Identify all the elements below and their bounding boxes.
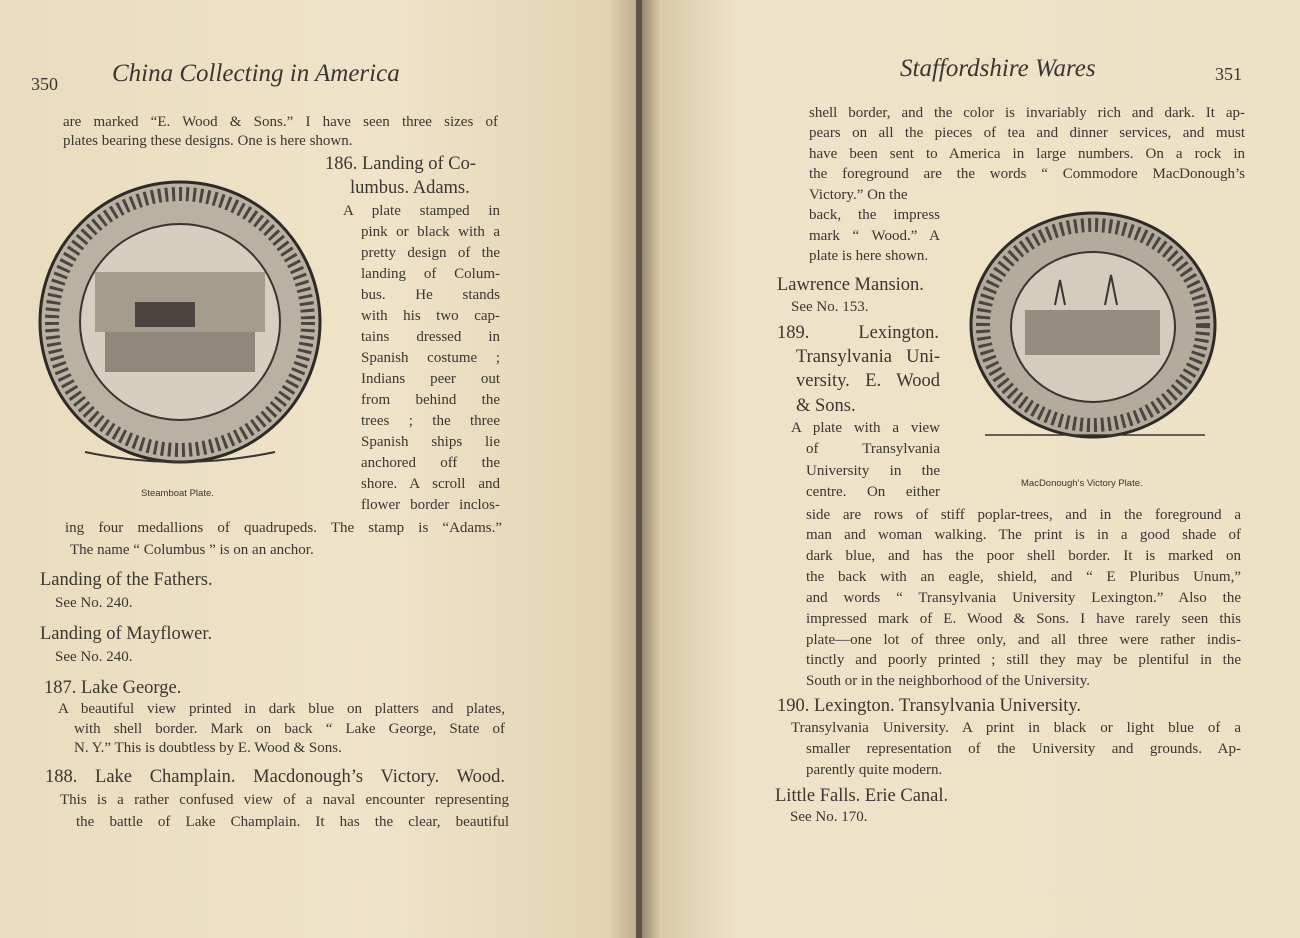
text-line-left-20: The name “ Columbus ” is on an anchor.	[70, 542, 314, 558]
text-line-left-30: This is a rather confused view of a naval encounter representing	[60, 792, 509, 808]
text-line-left-6: pretty design of the	[361, 245, 500, 261]
text-line-left-28: N. Y.” This is doubtless by E. Wood & Sons.	[74, 740, 342, 756]
text-line-right-30: parently quite modern.	[806, 762, 943, 778]
text-line-left-9: with his two cap-	[361, 308, 500, 324]
text-line-left-11: Spanish costume ;	[361, 350, 500, 366]
text-line-left-26: A beautiful view printed in dark blue on platters and plates,	[58, 701, 505, 717]
entry-heading-right-10: 189. Lexington.	[777, 323, 939, 343]
text-line-right-29: smaller representation of the University and grounds. Ap-	[806, 741, 1241, 757]
text-line-right-4: Victory.” On the	[809, 187, 908, 203]
text-line-left-22: See No. 240.	[55, 595, 133, 611]
running-head-right: Staffordshire Wares	[900, 55, 1096, 82]
text-line-right-26: South or in the neighborhood of the University.	[806, 673, 1090, 689]
text-line-left-16: anchored off the	[361, 455, 500, 471]
entry-heading-left-2: 186. Landing of Co-	[325, 154, 477, 174]
entry-heading-right-12: versity. E. Wood	[796, 371, 940, 391]
text-line-left-24: See No. 240.	[55, 649, 133, 665]
text-line-right-14: A plate with a view	[791, 420, 940, 436]
text-line-left-13: from behind the	[361, 392, 500, 408]
text-line-right-21: the back with an eagle, shield, and “ E Pluribus Unum,”	[806, 569, 1241, 585]
text-line-right-7: plate is here shown.	[809, 248, 929, 264]
entry-heading-right-8: Lawrence Mansion.	[777, 275, 924, 295]
text-line-left-5: pink or black with a	[361, 224, 500, 240]
steamboat-plate-illustration	[35, 172, 325, 472]
text-line-right-28: Transylvania University. A print in black or light blue of a	[791, 720, 1241, 736]
text-line-right-20: dark blue, and has the poor shell border. It is marked on	[806, 548, 1241, 564]
text-line-right-25: tinctly and poorly printed ; still they may be plentiful in the	[806, 652, 1241, 668]
entry-heading-left-25: 187. Lake George.	[44, 678, 182, 698]
text-line-right-0: shell border, and the color is invariably rich and dark. It ap-	[809, 105, 1245, 121]
text-line-right-22: and words “ Transylvania University Lexington.” Also the	[806, 590, 1241, 606]
page-number-left: 350	[31, 74, 58, 94]
entry-heading-left-23: Landing of Mayflower.	[40, 624, 213, 644]
text-line-left-18: flower border inclos-	[361, 497, 500, 513]
page-number-right: 351	[1215, 64, 1242, 84]
entry-heading-right-27: 190. Lexington. Transylvania University.	[777, 696, 1082, 716]
text-line-left-27: with shell border. Mark on back “ Lake George, State of	[74, 721, 505, 737]
macdonough-victory-plate-illustration	[965, 205, 1225, 450]
text-line-right-16: University in the	[806, 463, 940, 479]
text-line-right-15: of Transylvania	[806, 441, 940, 457]
text-line-left-4: A plate stamped in	[343, 203, 500, 219]
text-line-right-1: pears on all the pieces of tea and dinner services, and must	[809, 125, 1245, 141]
text-line-left-7: landing of Colum-	[361, 266, 500, 282]
entry-heading-right-31: Little Falls. Erie Canal.	[775, 786, 949, 806]
text-line-right-9: See No. 153.	[791, 299, 869, 315]
text-line-right-18: side are rows of stiff poplar-trees, and in the foreground a	[806, 507, 1241, 523]
text-line-right-2: have been sent to America in large numbers. On a rock in	[809, 146, 1245, 162]
text-line-right-17: centre. On either	[806, 484, 940, 500]
text-line-right-3: the foreground are the words “ Commodore MacDonough’s	[809, 166, 1245, 182]
text-line-right-24: plate—one lot of three only, and all three were rather indis-	[806, 632, 1241, 648]
text-line-left-31: the battle of Lake Champlain. It has the clear, beautiful	[76, 814, 509, 830]
text-line-left-1: plates bearing these designs. One is here shown.	[63, 133, 353, 149]
text-line-right-23: impressed mark of E. Wood & Sons. I have rarely seen this	[806, 611, 1241, 627]
entry-heading-left-21: Landing of the Fathers.	[40, 570, 213, 590]
text-line-left-14: trees ; the three	[361, 413, 500, 429]
caption-steamboat-plate: Steamboat Plate.	[141, 488, 214, 499]
text-line-left-15: Spanish ships lie	[361, 434, 500, 450]
entry-heading-right-11: Transylvania Uni-	[796, 347, 940, 367]
text-line-left-8: bus. He stands	[361, 287, 500, 303]
text-line-right-6: mark “ Wood.” A	[809, 228, 940, 244]
running-head-left: China Collecting in America	[112, 60, 400, 87]
entry-heading-right-13: & Sons.	[796, 396, 856, 416]
entry-heading-left-3: lumbus. Adams.	[350, 178, 470, 198]
caption-macdonough-plate: MacDonough’s Victory Plate.	[1021, 478, 1143, 489]
book-gutter	[636, 0, 642, 938]
text-line-left-19: ing four medallions of quadrupeds. The stamp is “Adams.”	[65, 520, 502, 536]
entry-heading-left-29: 188. Lake Champlain. Macdonough’s Victory. Wood.	[45, 767, 505, 787]
text-line-left-17: shore. A scroll and	[361, 476, 500, 492]
text-line-left-10: tains dressed in	[361, 329, 500, 345]
text-line-right-19: man and woman walking. The print is in a good shade of	[806, 527, 1241, 543]
text-line-right-5: back, the impress	[809, 207, 940, 223]
text-line-left-12: Indians peer out	[361, 371, 500, 387]
text-line-left-0: are marked “E. Wood & Sons.” I have seen three sizes of	[63, 114, 498, 130]
text-line-right-32: See No. 170.	[790, 809, 868, 825]
